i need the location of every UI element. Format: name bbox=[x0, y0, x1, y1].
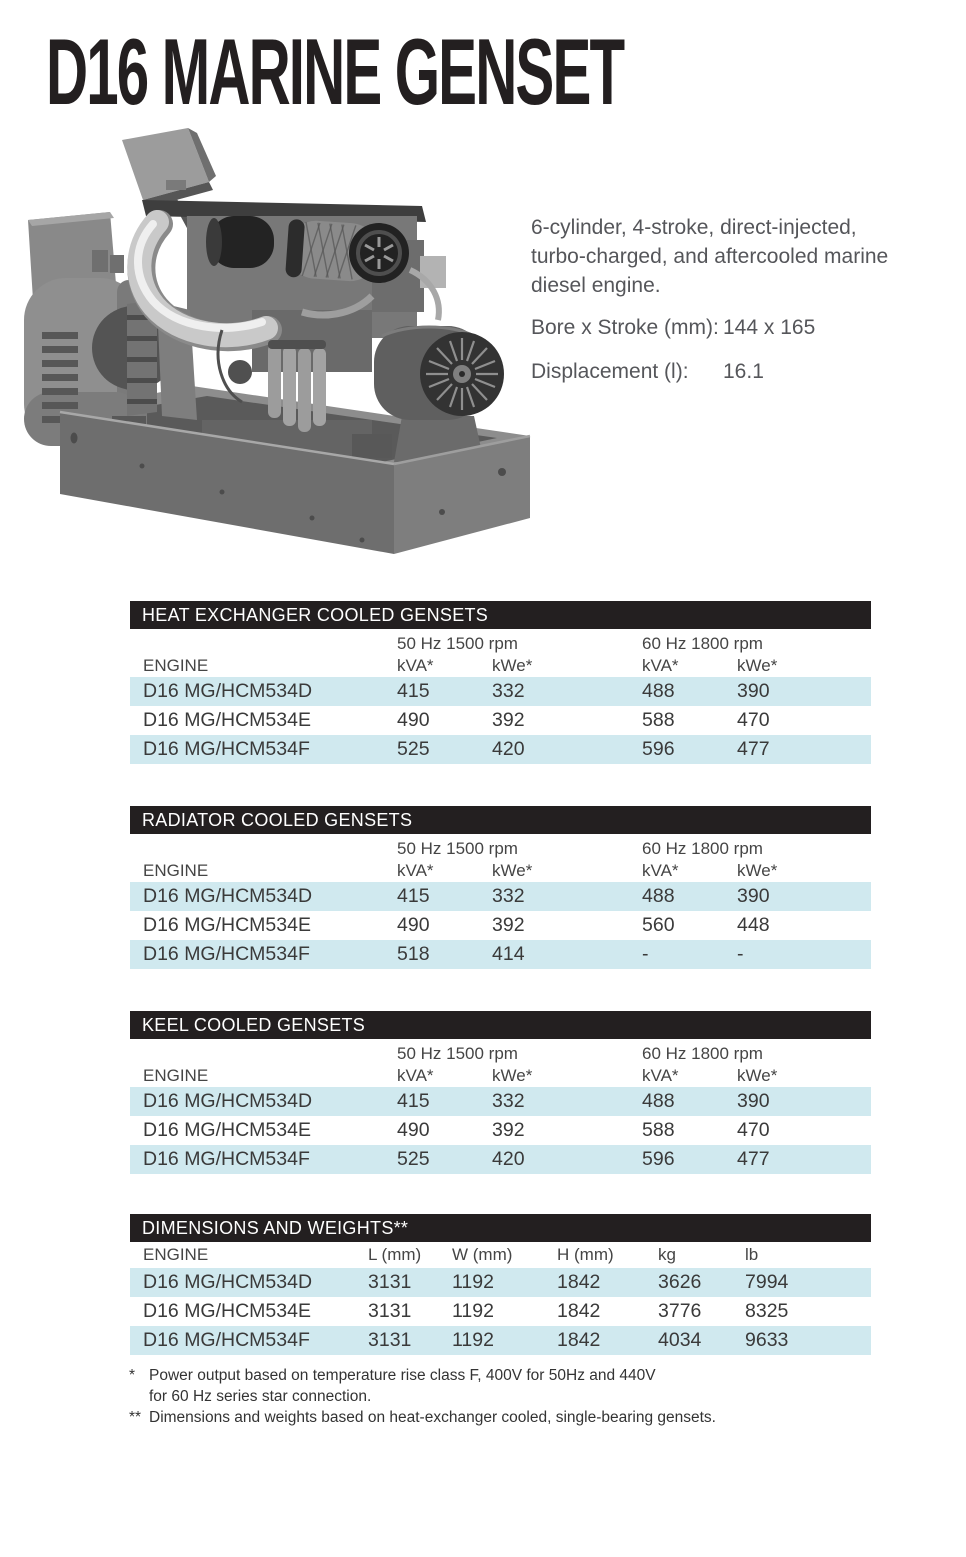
cell-value: - bbox=[642, 943, 649, 965]
table-row bbox=[130, 911, 871, 940]
intro-description: 6-cylinder, 4-stroke, direct-injected, turbo-charged, and aftercooled marine diesel engine. bbox=[531, 216, 889, 297]
frequency-header-row bbox=[130, 629, 871, 654]
col-header-kg: kg bbox=[658, 1245, 676, 1264]
freq-header-60hz: 60 Hz 1800 rpm bbox=[642, 839, 763, 858]
table-row bbox=[130, 940, 871, 969]
cell-value: 488 bbox=[642, 680, 675, 702]
keel-cooled-table bbox=[130, 1011, 871, 1174]
cell-value: 390 bbox=[737, 680, 770, 702]
dimensions-weights-table bbox=[130, 1214, 871, 1355]
frequency-header-row bbox=[130, 1039, 871, 1064]
cell-value: 390 bbox=[737, 1090, 770, 1112]
col-header-kva-60: kVA* bbox=[642, 655, 679, 675]
cell-value: 488 bbox=[642, 885, 675, 907]
table-row bbox=[130, 1116, 871, 1145]
heat-exchanger-table bbox=[130, 601, 871, 764]
cell-engine: D16 MG/HCM534D bbox=[143, 680, 313, 702]
col-header-kva-60: kVA* bbox=[642, 1065, 679, 1085]
cell-value: 596 bbox=[642, 1148, 675, 1170]
col-header-kwe-60: kWe* bbox=[737, 860, 778, 880]
cell-value: 3776 bbox=[658, 1300, 702, 1322]
table-title-bar: RADIATOR COOLED GENSETS bbox=[130, 806, 871, 834]
cell-value: 596 bbox=[642, 738, 675, 760]
freq-header-50hz: 50 Hz 1500 rpm bbox=[397, 839, 518, 858]
spec-value: 144 x 165 bbox=[723, 316, 816, 339]
col-header-kwe-60: kWe* bbox=[737, 655, 778, 675]
freq-header-50hz: 50 Hz 1500 rpm bbox=[397, 634, 518, 653]
freq-header-50hz: 50 Hz 1500 rpm bbox=[397, 1044, 518, 1063]
radiator-table bbox=[130, 806, 871, 969]
spec-value: 16.1 bbox=[723, 360, 764, 383]
col-header-kva-50: kVA* bbox=[397, 860, 434, 880]
cell-engine: D16 MG/HCM534E bbox=[143, 709, 311, 731]
col-header-kva-60: kVA* bbox=[642, 860, 679, 880]
cell-value: 1842 bbox=[557, 1300, 601, 1322]
col-header-engine: ENGINE bbox=[143, 1245, 209, 1264]
cell-value: 1192 bbox=[452, 1271, 494, 1293]
column-header-row bbox=[130, 1064, 871, 1087]
table-row bbox=[130, 677, 871, 706]
cell-engine: D16 MG/HCM534F bbox=[143, 943, 310, 965]
column-header-row bbox=[130, 859, 871, 882]
column-header-row bbox=[130, 654, 871, 677]
cell-engine: D16 MG/HCM534D bbox=[143, 1090, 313, 1112]
cell-engine: D16 MG/HCM534F bbox=[143, 1148, 310, 1170]
col-header-engine: ENGINE bbox=[143, 860, 209, 880]
col-header-lb: lb bbox=[745, 1245, 759, 1264]
table-row bbox=[130, 1145, 871, 1174]
cell-value: 4034 bbox=[658, 1329, 702, 1351]
col-header-kva-50: kVA* bbox=[397, 655, 434, 675]
frequency-header-row bbox=[130, 834, 871, 859]
table-row bbox=[130, 1326, 871, 1355]
table-row bbox=[130, 1268, 871, 1297]
cell-value: 415 bbox=[397, 885, 430, 907]
page-title: D16 MARINE GENSET bbox=[46, 19, 624, 124]
col-header-kwe-50: kWe* bbox=[492, 655, 533, 675]
cell-value: 392 bbox=[492, 914, 525, 936]
table-row bbox=[130, 1087, 871, 1116]
genset-illustration bbox=[22, 120, 537, 565]
cell-value: 420 bbox=[492, 1148, 525, 1170]
col-header-length: L (mm) bbox=[368, 1245, 422, 1264]
cell-value: 477 bbox=[737, 738, 770, 760]
cell-value: 392 bbox=[492, 709, 525, 731]
table-title-bar: DIMENSIONS AND WEIGHTS** bbox=[130, 1214, 871, 1242]
spec-label: Bore x Stroke (mm): bbox=[531, 316, 719, 339]
spec-label: Displacement (l): bbox=[531, 360, 689, 383]
table-row bbox=[130, 882, 871, 911]
cell-value: 420 bbox=[492, 738, 525, 760]
column-header-row bbox=[130, 1242, 871, 1268]
cell-value: 470 bbox=[737, 1119, 770, 1141]
footnote-marker: * bbox=[129, 1367, 136, 1384]
cell-value: 490 bbox=[397, 1119, 430, 1141]
cell-value: 415 bbox=[397, 680, 430, 702]
cell-value: 3131 bbox=[368, 1329, 412, 1351]
footnote-marker: ** bbox=[129, 1409, 142, 1426]
cell-value: - bbox=[737, 943, 744, 965]
cell-value: 448 bbox=[737, 914, 770, 936]
cell-engine: D16 MG/HCM534E bbox=[143, 914, 311, 936]
cell-value: 525 bbox=[397, 1148, 430, 1170]
table-title-bar: HEAT EXCHANGER COOLED GENSETS bbox=[130, 601, 871, 629]
cell-value: 560 bbox=[642, 914, 675, 936]
cell-value: 490 bbox=[397, 914, 430, 936]
col-header-engine: ENGINE bbox=[143, 655, 209, 675]
cell-value: 477 bbox=[737, 1148, 770, 1170]
cell-value: 1842 bbox=[557, 1271, 601, 1293]
cell-value: 1842 bbox=[557, 1329, 601, 1351]
table-row bbox=[130, 735, 871, 764]
footnote bbox=[129, 1407, 716, 1428]
cell-value: 518 bbox=[397, 943, 430, 965]
cell-value: 588 bbox=[642, 1119, 675, 1141]
table-row bbox=[130, 706, 871, 735]
cell-value: 392 bbox=[492, 1119, 525, 1141]
col-header-height: H (mm) bbox=[557, 1245, 614, 1264]
marine-genset-photo bbox=[22, 120, 537, 565]
cell-value: 525 bbox=[397, 738, 430, 760]
cell-value: 7994 bbox=[745, 1271, 789, 1293]
cell-value: 390 bbox=[737, 885, 770, 907]
cell-value: 588 bbox=[642, 709, 675, 731]
table-row bbox=[130, 1297, 871, 1326]
cell-value: 414 bbox=[492, 943, 525, 965]
cell-value: 8325 bbox=[745, 1300, 789, 1322]
col-header-kva-50: kVA* bbox=[397, 1065, 434, 1085]
cell-value: 488 bbox=[642, 1090, 675, 1112]
cell-engine: D16 MG/HCM534E bbox=[143, 1119, 311, 1141]
cell-value: 1192 bbox=[452, 1329, 494, 1351]
freq-header-60hz: 60 Hz 1800 rpm bbox=[642, 1044, 763, 1063]
table-title-bar: KEEL COOLED GENSETS bbox=[130, 1011, 871, 1039]
footnote-text: Power output based on temperature rise class F, 400V for 50Hz and 440V for 60 Hz series star connection. bbox=[149, 1367, 656, 1405]
cell-value: 490 bbox=[397, 709, 430, 731]
cell-engine: D16 MG/HCM534D bbox=[143, 1271, 313, 1293]
spec-row-displacement bbox=[531, 361, 941, 382]
cell-value: 470 bbox=[737, 709, 770, 731]
cell-value: 332 bbox=[492, 680, 525, 702]
col-header-width: W (mm) bbox=[452, 1245, 513, 1264]
cell-value: 3626 bbox=[658, 1271, 702, 1293]
cell-value: 415 bbox=[397, 1090, 430, 1112]
footnotes bbox=[129, 1365, 716, 1428]
cell-value: 1192 bbox=[452, 1300, 494, 1322]
cell-engine: D16 MG/HCM534F bbox=[143, 1329, 310, 1351]
cell-engine: D16 MG/HCM534F bbox=[143, 738, 310, 760]
col-header-kwe-60: kWe* bbox=[737, 1065, 778, 1085]
cell-value: 332 bbox=[492, 1090, 525, 1112]
cell-value: 9633 bbox=[745, 1329, 789, 1351]
intro-block bbox=[531, 213, 941, 405]
cell-engine: D16 MG/HCM534D bbox=[143, 885, 313, 907]
cell-engine: D16 MG/HCM534E bbox=[143, 1300, 311, 1322]
cell-value: 3131 bbox=[368, 1271, 412, 1293]
footnote bbox=[129, 1365, 716, 1407]
spec-row-bore-stroke bbox=[531, 317, 941, 338]
col-header-engine: ENGINE bbox=[143, 1065, 209, 1085]
freq-header-60hz: 60 Hz 1800 rpm bbox=[642, 634, 763, 653]
cell-value: 332 bbox=[492, 885, 525, 907]
footnote-text: Dimensions and weights based on heat-exchanger cooled, single-bearing gensets. bbox=[149, 1409, 716, 1426]
col-header-kwe-50: kWe* bbox=[492, 860, 533, 880]
col-header-kwe-50: kWe* bbox=[492, 1065, 533, 1085]
cell-value: 3131 bbox=[368, 1300, 412, 1322]
